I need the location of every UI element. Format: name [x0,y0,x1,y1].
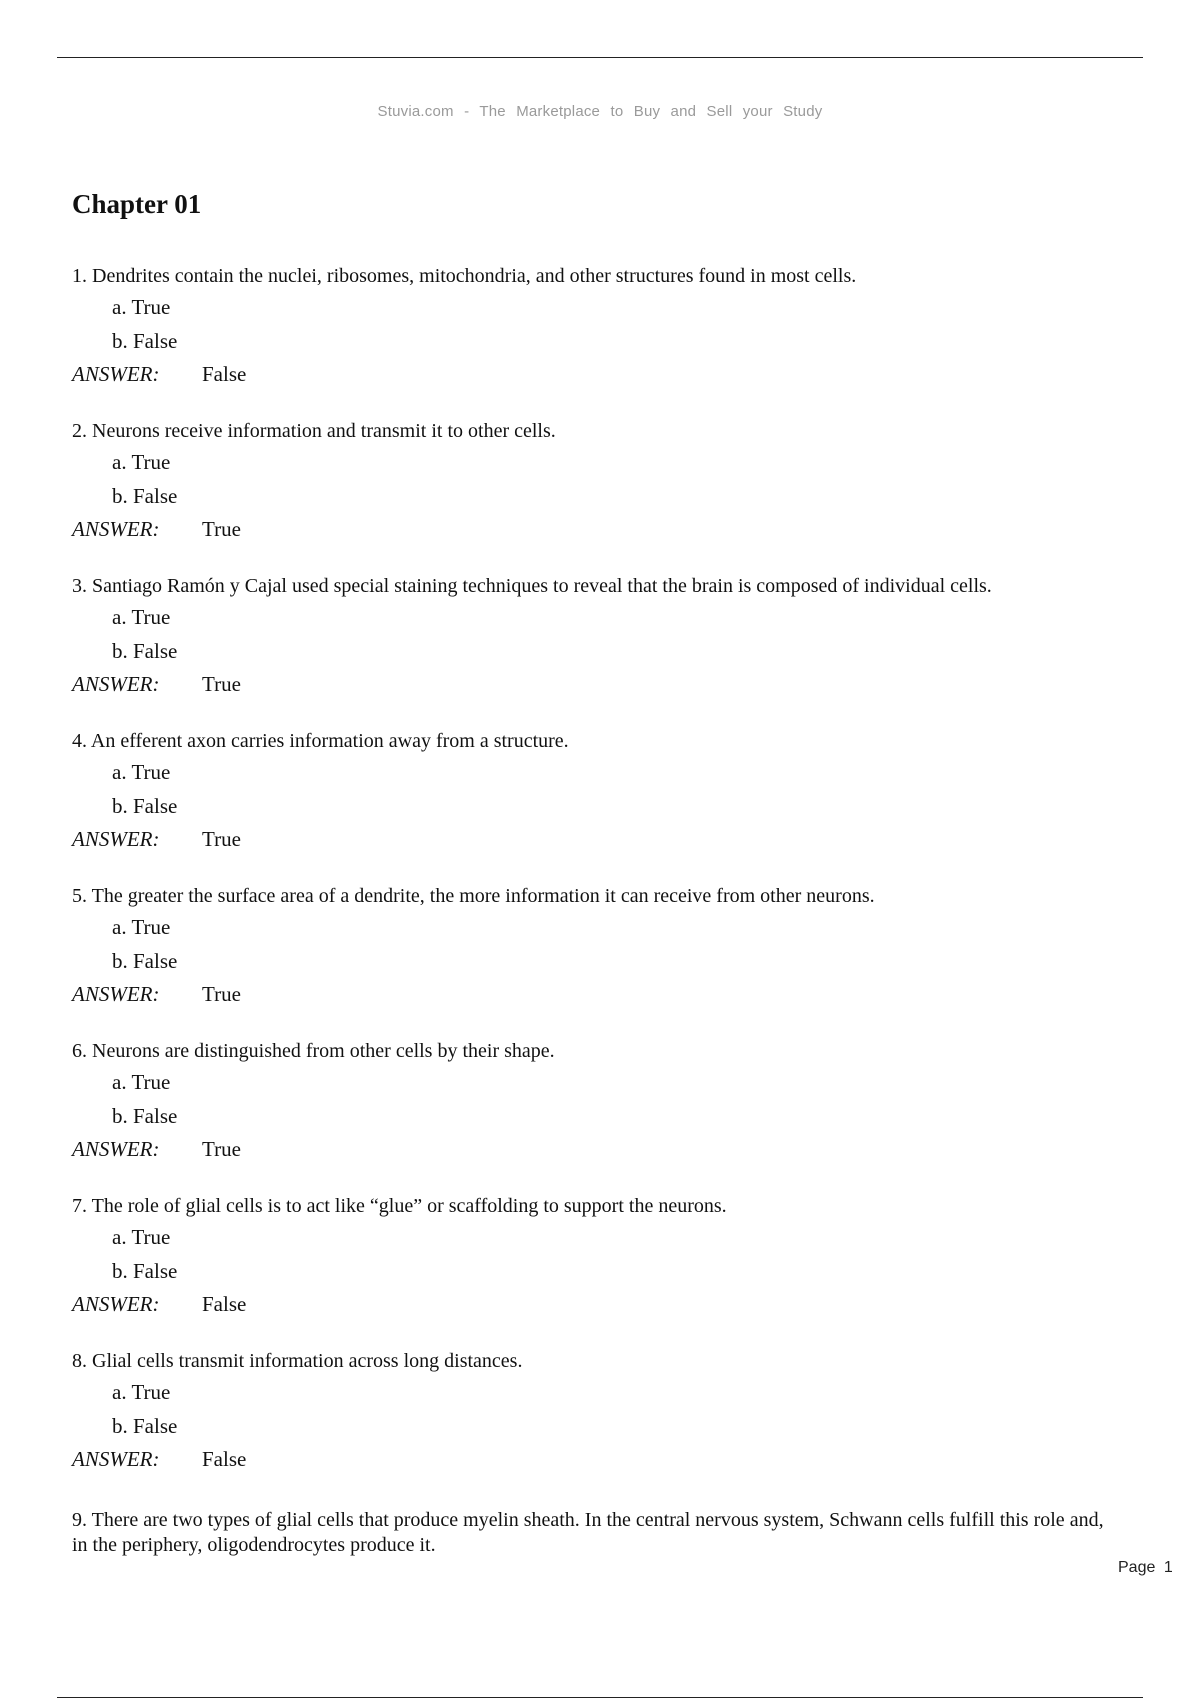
answer-line [72,982,1182,1007]
answer-line [72,1447,1182,1472]
option-true: a. True [112,605,171,629]
question-text [72,574,1182,599]
answer-label: ANSWER: [72,1447,160,1471]
question-number: 4. [72,730,87,752]
question-4 [72,729,1182,852]
question-number: 2. [72,420,87,442]
answer-value: True [202,1137,241,1161]
answer-label: ANSWER: [72,362,160,386]
answer-line [72,362,1182,387]
answer-label: ANSWER: [72,1137,160,1161]
question-text [72,419,1182,444]
question-body: Neurons receive information and transmit it to other cells. [92,420,556,442]
question-5 [72,884,1182,1007]
question-number: 9. [72,1509,87,1531]
question-body: Santiago Ramón y Cajal used special staining techniques to reveal that the brain is composed of individual cells. [92,575,992,597]
answer-line [72,672,1182,697]
question-3 [72,574,1182,697]
option-false: b. False [112,639,178,663]
question-number: 7. [72,1195,87,1217]
question-2 [72,419,1182,542]
question-text [72,1508,1112,1558]
question-6 [72,1039,1182,1162]
answer-label: ANSWER: [72,982,160,1006]
option-true: a. True [112,450,171,474]
question-body: The role of glial cells is to act like “glue” or scaffolding to support the neurons. [91,1195,727,1217]
question-body: An efferent axon carries information away from a structure. [90,730,569,752]
answer-line [72,1137,1182,1162]
question-number: 1. [72,265,87,287]
question-number: 6. [72,1040,87,1062]
question-body: Neurons are distinguished from other cells by their shape. [92,1040,555,1062]
option-false: b. False [112,1259,178,1283]
answer-label: ANSWER: [72,1292,160,1316]
option-true: a. True [112,1225,171,1249]
option-false: b. False [112,1104,178,1128]
answer-value: True [202,827,241,851]
question-number: 5. [72,885,87,907]
answer-value: True [202,982,241,1006]
question-1 [72,264,1182,387]
question-text [72,264,1182,289]
question-text [72,884,1182,909]
question-body: Dendrites contain the nuclei, ribosomes, mitochondria, and other structures found in most cells. [92,265,857,287]
option-false: b. False [112,329,178,353]
answer-line [72,827,1182,852]
answer-label: ANSWER: [72,827,160,851]
site-header: Stuvia.com - The Marketplace to Buy and Sell your Study [377,103,823,120]
option-true: a. True [112,915,171,939]
question-number: 8. [72,1350,87,1372]
chapter-title: Chapter 01 [72,189,202,219]
option-true: a. True [112,1070,171,1094]
option-false: b. False [112,484,178,508]
question-text [72,1039,1182,1064]
option-true: a. True [112,295,171,319]
answer-label: ANSWER: [72,672,160,696]
question-body: The greater the surface area of a dendrite, the more information it can receive from other neurons. [91,885,875,907]
question-body: There are two types of glial cells that produce myelin sheath. In the central nervous system, Schwann cells fulfill this role and, in the periphery, oligodendrocytes produce it. [72,1509,1104,1556]
answer-line [72,517,1182,542]
question-text [72,729,1182,754]
option-true: a. True [112,1380,171,1404]
question-number: 3. [72,575,87,597]
answer-value: True [202,672,241,696]
page-number: Page 1 [1118,1559,1173,1576]
top-rule [57,57,1143,58]
question-text [72,1194,1182,1219]
question-7 [72,1194,1182,1317]
option-false: b. False [112,1414,178,1438]
bottom-rule [57,1697,1143,1698]
answer-line [72,1292,1182,1317]
answer-value: False [202,362,247,386]
option-false: b. False [112,949,178,973]
question-text [72,1349,1182,1374]
option-false: b. False [112,794,178,818]
answer-value: True [202,517,241,541]
answer-label: ANSWER: [72,517,160,541]
answer-value: False [202,1447,247,1471]
answer-value: False [202,1292,247,1316]
question-9 [72,1508,1182,1558]
option-true: a. True [112,760,171,784]
question-8 [72,1349,1182,1472]
question-body: Glial cells transmit information across long distances. [92,1350,523,1372]
